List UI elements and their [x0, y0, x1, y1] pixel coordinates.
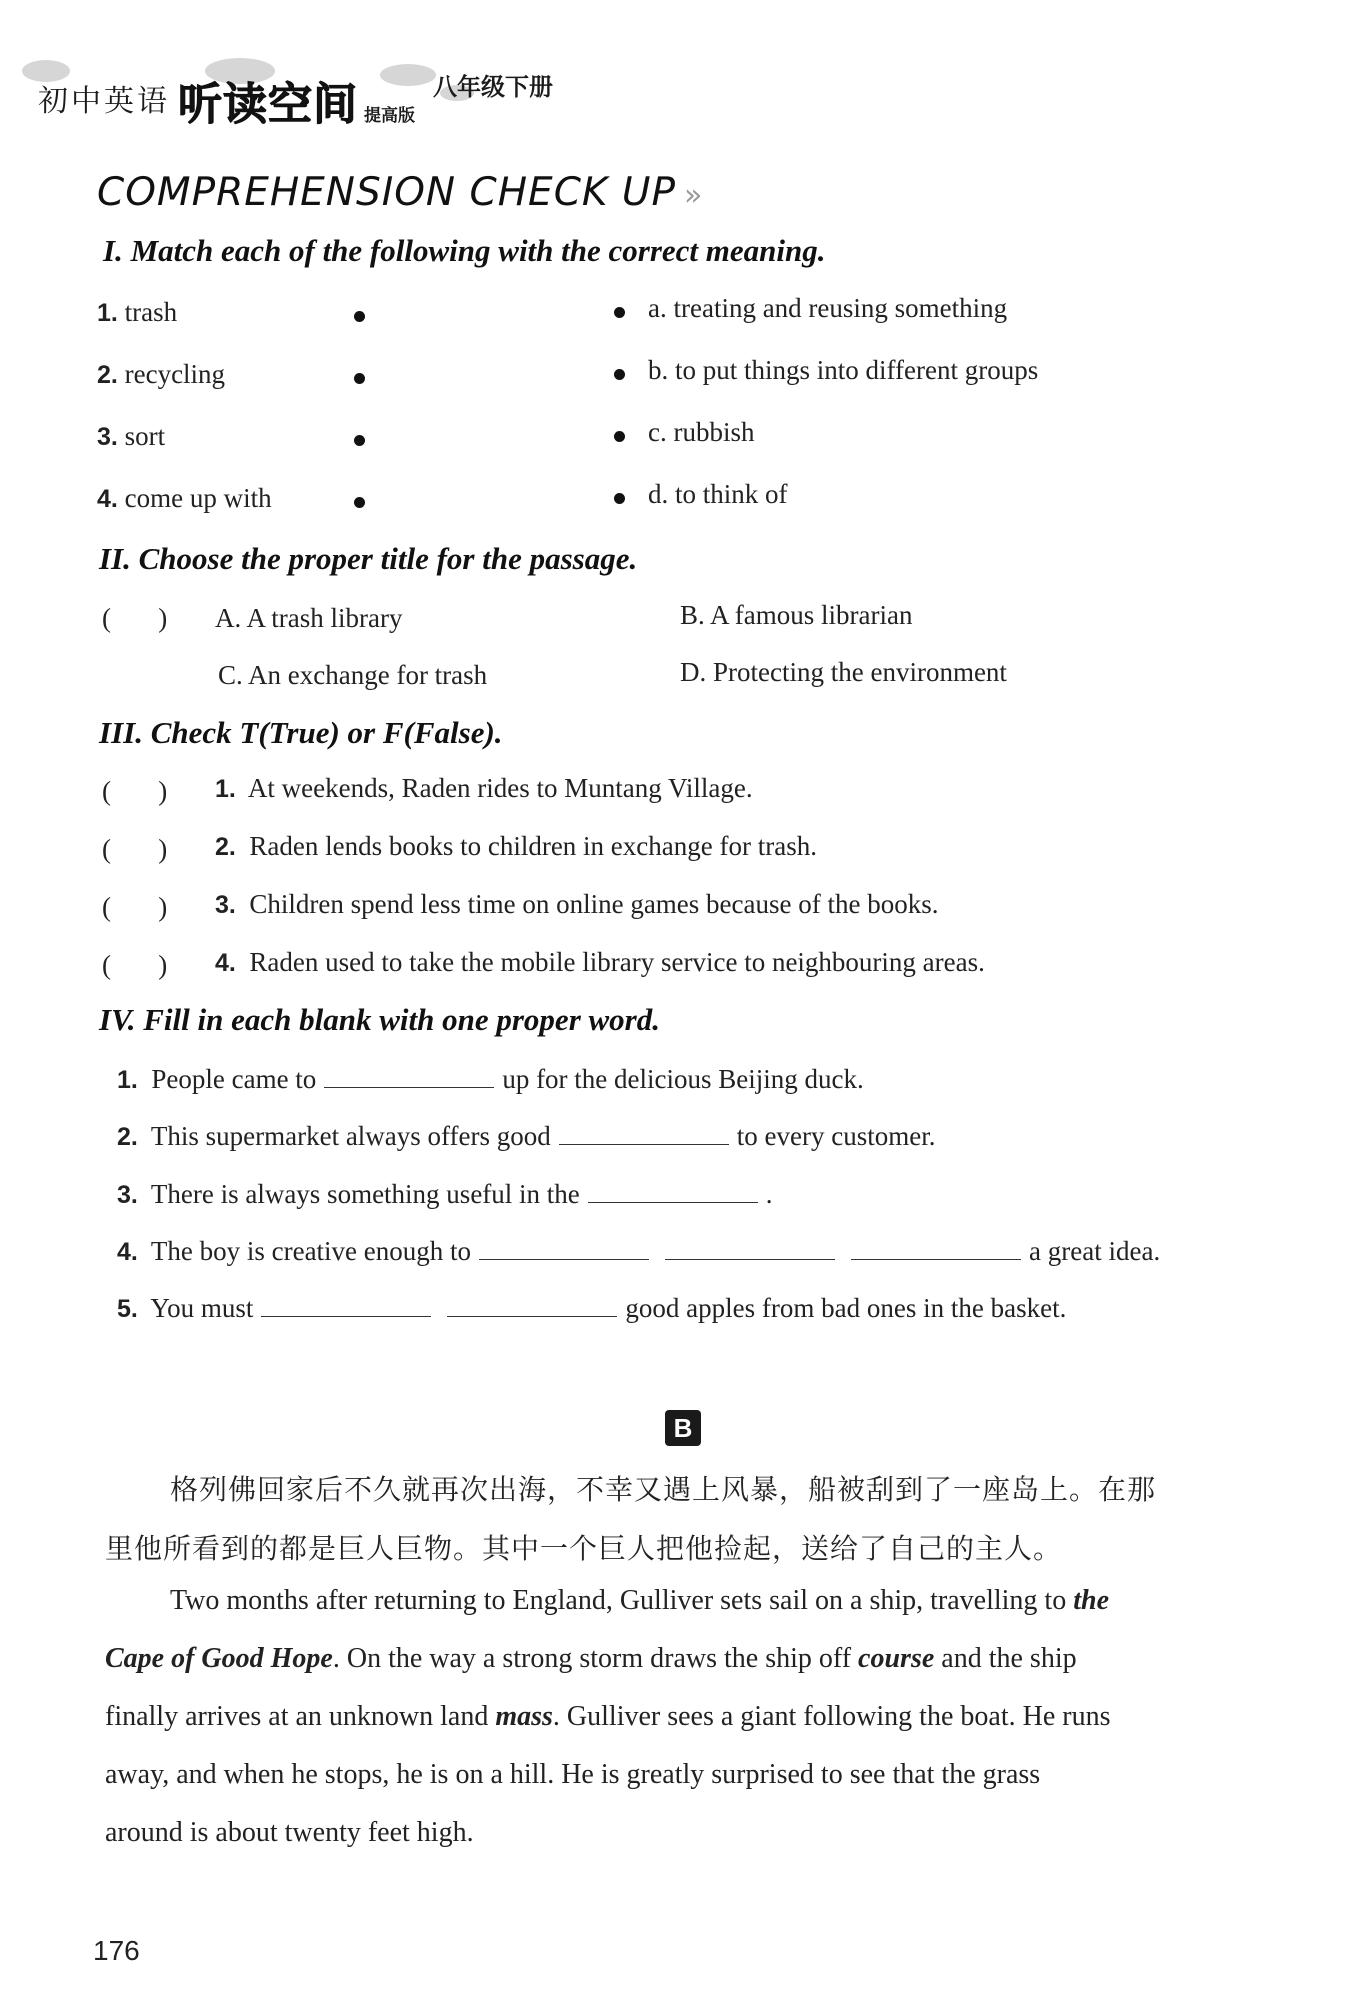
answer-blank[interactable]	[665, 1237, 835, 1260]
answer-parentheses[interactable]: ( )	[102, 834, 168, 864]
sentence-part: .	[765, 1179, 773, 1209]
answer-blank[interactable]	[324, 1065, 494, 1088]
item-text: trash	[124, 297, 178, 327]
story-text: Two months after returning to England, Gulliver sets sail on a ship, travelling to	[170, 1585, 1067, 1616]
item-number: 2.	[117, 1123, 138, 1151]
tf-statement	[215, 889, 938, 920]
book-header	[38, 62, 553, 132]
answer-blank[interactable]	[447, 1294, 617, 1317]
page-number: 176	[93, 1935, 140, 1966]
item-number: 1.	[117, 1066, 138, 1094]
item-text: come up with	[124, 483, 272, 513]
match-left-dot[interactable]	[354, 435, 365, 446]
item-number: 4.	[97, 485, 118, 513]
answer-blank[interactable]	[261, 1294, 431, 1317]
title-option: B. A famous librarian	[680, 600, 913, 630]
match-right-dot[interactable]	[614, 431, 625, 442]
sentence-part: a great idea.	[1029, 1236, 1161, 1266]
answer-blank[interactable]	[588, 1180, 758, 1203]
match-right-item: b. to put things into different groups	[648, 355, 1039, 385]
match-left-item	[97, 483, 272, 514]
match-left-dot[interactable]	[354, 311, 365, 322]
section-title-text: COMPREHENSION CHECK UP	[97, 170, 676, 215]
tf-statement	[215, 773, 753, 804]
item-number: 5.	[117, 1295, 138, 1323]
match-right-dot[interactable]	[614, 493, 625, 504]
section-title	[97, 170, 703, 215]
story-line	[105, 1701, 1110, 1733]
item-number: 4.	[215, 949, 236, 977]
item-number: 3.	[97, 423, 118, 451]
series-title: 初中英语	[38, 84, 170, 119]
fill-sentence	[117, 1293, 1066, 1324]
item-number: 4.	[117, 1238, 138, 1266]
sentence-part: People came to	[151, 1064, 317, 1094]
match-right-item: a. treating and reusing something	[648, 293, 1008, 323]
story-emphasis: the	[1073, 1585, 1109, 1616]
chinese-intro-line: 格列佛回家后不久就再次出海，不幸又遇上风暴，船被刮到了一座岛上。在那	[170, 1473, 1157, 1506]
part1-heading: I. Match each of the following with the correct meaning.	[103, 233, 826, 268]
match-left-item	[97, 297, 177, 328]
match-right-item: c. rubbish	[648, 417, 755, 447]
story-line	[170, 1585, 1109, 1617]
tf-statement	[215, 947, 985, 978]
title-option: C. An exchange for trash	[218, 660, 488, 690]
match-left-dot[interactable]	[354, 373, 365, 384]
section-b-badge: B	[665, 1410, 701, 1446]
story-emphasis: course	[858, 1643, 935, 1674]
answer-parentheses[interactable]: ( )	[102, 950, 168, 980]
story-line: around is about twenty feet high.	[105, 1817, 474, 1848]
item-text: Children spend less time on online games because of the books.	[249, 889, 939, 919]
match-left-dot[interactable]	[354, 497, 365, 508]
part3-heading: III. Check T(True) or F(False).	[99, 715, 503, 750]
item-text: sort	[124, 421, 166, 451]
sentence-part: The boy is creative enough to	[150, 1236, 472, 1266]
item-text: recycling	[124, 359, 226, 389]
item-text: Raden lends books to children in exchange for trash.	[249, 831, 817, 861]
answer-parentheses[interactable]: ( )	[102, 776, 168, 806]
match-right-dot[interactable]	[614, 369, 625, 380]
answer-blank[interactable]	[479, 1237, 649, 1260]
story-text: and the ship	[941, 1643, 1077, 1674]
edition-label: 提高版	[364, 106, 415, 126]
answer-parentheses[interactable]: ( )	[102, 892, 168, 922]
fill-sentence	[117, 1064, 864, 1095]
fill-sentence	[117, 1236, 1160, 1267]
item-number: 2.	[97, 361, 118, 389]
brand-title: 听读空间	[178, 79, 358, 130]
fill-sentence	[117, 1121, 935, 1152]
sentence-part: to every customer.	[736, 1121, 936, 1151]
answer-blank[interactable]	[851, 1237, 1021, 1260]
chinese-intro-line: 里他所看到的都是巨人巨物。其中一个巨人把他捡起，送给了自己的主人。	[105, 1532, 1063, 1565]
story-line: away, and when he stops, he is on a hill. He is greatly surprised to see that the grass	[105, 1759, 1041, 1790]
title-option: D. Protecting the environment	[680, 657, 1007, 687]
answer-blank[interactable]	[559, 1122, 729, 1145]
story-emphasis: Cape of Good Hope	[105, 1643, 333, 1674]
match-left-item	[97, 421, 165, 452]
item-number: 3.	[117, 1181, 138, 1209]
item-number: 1.	[97, 299, 118, 327]
item-number: 2.	[215, 833, 236, 861]
sentence-part: good apples from bad ones in the basket.	[625, 1293, 1067, 1323]
fill-sentence	[117, 1179, 773, 1210]
item-text: At weekends, Raden rides to Muntang Village.	[247, 773, 753, 803]
match-left-item	[97, 359, 225, 390]
item-number: 1.	[215, 775, 236, 803]
part4-heading: IV. Fill in each blank with one proper word.	[99, 1002, 660, 1037]
match-right-item: d. to think of	[648, 479, 788, 509]
grade-label: 八年级下册	[433, 73, 553, 101]
item-number: 3.	[215, 891, 236, 919]
match-right-dot[interactable]	[614, 307, 625, 318]
answer-parentheses[interactable]: ( )	[102, 603, 168, 633]
story-text: . Gulliver sees a giant following the boat. He runs	[552, 1701, 1111, 1732]
sentence-part: up for the delicious Beijing duck.	[502, 1064, 864, 1094]
sentence-part: You must	[150, 1293, 254, 1323]
title-option: A. A trash library	[215, 603, 403, 633]
story-emphasis: mass	[495, 1701, 553, 1732]
story-line	[105, 1643, 1077, 1675]
sentence-part: This supermarket always offers good	[150, 1121, 551, 1151]
tf-statement	[215, 831, 817, 862]
double-chevron-icon: »	[683, 178, 704, 213]
sentence-part: There is always something useful in the	[150, 1179, 580, 1209]
story-text: . On the way a strong storm draws the ship off	[332, 1643, 852, 1674]
story-text: finally arrives at an unknown land	[105, 1701, 489, 1732]
part2-heading: II. Choose the proper title for the passage.	[99, 541, 638, 576]
item-text: Raden used to take the mobile library service to neighbouring areas.	[249, 947, 985, 977]
